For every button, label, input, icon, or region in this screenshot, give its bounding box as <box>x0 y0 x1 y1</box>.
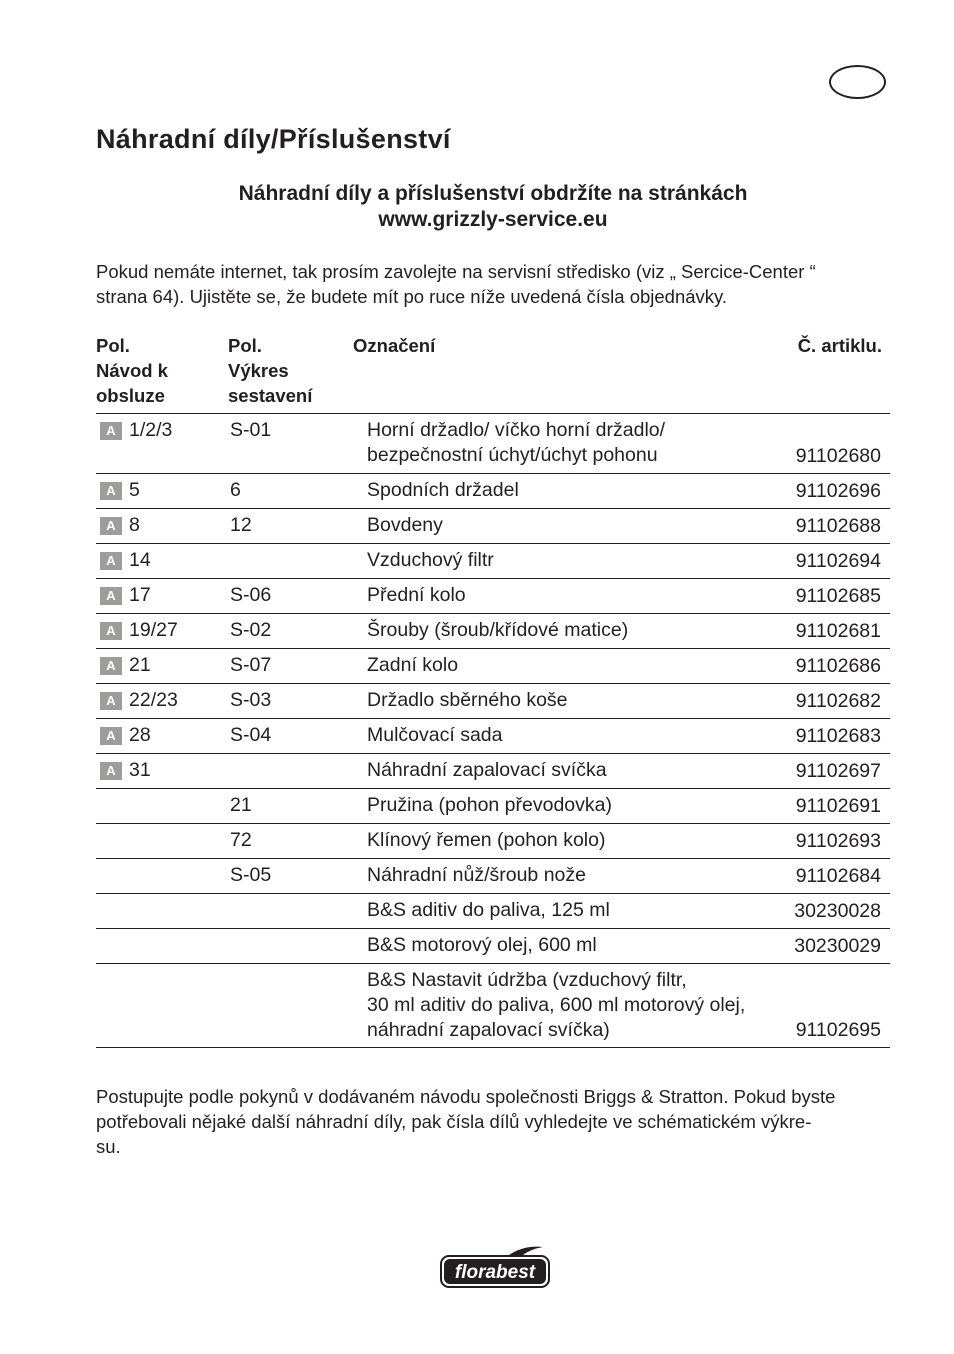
drawing-position-cell: 6 <box>230 479 241 501</box>
article-number-cell: 91102688 <box>795 515 881 537</box>
manual-badge: A <box>100 657 122 675</box>
manual-position-cell <box>100 618 178 643</box>
outro-line: Postupujte podle pokynů v dodávaném návodu společnosti Briggs & Stratton. Pokud byste <box>96 1086 836 1107</box>
table-row <box>96 963 890 1048</box>
table-row <box>96 413 890 473</box>
article-number-cell: 91102683 <box>795 725 881 747</box>
description-line: Pružina (pohon převodovka) <box>367 794 612 816</box>
manual-badge: A <box>100 587 122 605</box>
logo-text: florabest <box>454 1262 536 1283</box>
description-line: Šrouby (šroub/křídové matice) <box>367 619 629 641</box>
description-line: B&S Nastavit údržba (vzduchový filtr, <box>367 969 687 991</box>
drawing-position-cell: S-02 <box>230 619 272 641</box>
table-header <box>96 333 890 413</box>
subtitle <box>96 181 890 233</box>
service-website: www.grizzly-service.eu <box>378 208 608 231</box>
description-line: Držadlo sběrného koše <box>367 689 568 711</box>
manual-position-cell <box>100 418 172 443</box>
description-cell <box>367 758 607 783</box>
header-text: Pol. <box>228 335 262 356</box>
manual-position-value: 31 <box>129 759 151 781</box>
description-cell <box>367 583 466 608</box>
article-number-cell: 91102682 <box>795 690 881 712</box>
manual-position-cell <box>100 548 151 573</box>
florabest-logo <box>439 1245 551 1290</box>
description-cell <box>367 548 494 573</box>
header-description: Označení <box>353 335 436 356</box>
table-row <box>96 823 890 858</box>
article-number-cell: 91102697 <box>795 760 881 782</box>
header-text: Pol. <box>96 335 130 356</box>
description-line: Spodních držadel <box>367 479 519 501</box>
intro-line: strana 64). Ujistěte se, že budete mít po ruce níže uvedená čísla objednávky. <box>96 286 728 307</box>
table-row <box>96 788 890 823</box>
drawing-position-cell: S-01 <box>230 419 272 441</box>
manual-position-cell <box>100 688 178 713</box>
description-cell <box>367 863 586 888</box>
description-line: Přední kolo <box>367 584 466 606</box>
description-cell <box>367 723 502 748</box>
article-number-cell: 91102694 <box>795 550 881 572</box>
manual-position-value: 5 <box>129 479 140 501</box>
description-cell <box>367 793 612 818</box>
table-row <box>96 683 890 718</box>
article-number-cell: 91102691 <box>795 795 881 817</box>
manual-badge: A <box>100 517 122 535</box>
outro-line: su. <box>96 1136 121 1157</box>
manual-badge: A <box>100 622 122 640</box>
description-line: Horní držadlo/ víčko horní držadlo/ <box>367 419 666 441</box>
outro-line: potřebovali nějaké další náhradní díly, pak čísla dílů vyhledejte ve schématickém výkre- <box>96 1111 812 1132</box>
article-number-cell: 30230028 <box>794 900 881 922</box>
description-cell <box>367 968 745 1043</box>
intro-line: Pokud nemáte internet, tak prosím zavolejte na servisní středisko (viz „ Sercice-Center “ <box>96 261 816 282</box>
description-line: Bovdeny <box>367 514 443 536</box>
description-line: Vzduchový filtr <box>367 549 494 571</box>
table-row <box>96 648 890 683</box>
table-body <box>96 413 890 1048</box>
article-number-cell: 30230029 <box>794 935 881 957</box>
manual-badge: A <box>100 422 122 440</box>
manual-position-value: 8 <box>129 514 140 536</box>
description-cell <box>367 618 628 643</box>
header-manual-position <box>96 333 168 408</box>
table-row <box>96 543 890 578</box>
header-text: obsluze <box>96 385 165 406</box>
table-row <box>96 473 890 508</box>
article-number-cell: 91102681 <box>795 620 881 642</box>
table-row <box>96 508 890 543</box>
header-text: sestavení <box>228 385 313 406</box>
description-line: Klínový řemen (pohon kolo) <box>367 829 606 851</box>
manual-position-cell <box>100 478 140 503</box>
description-cell <box>367 513 443 538</box>
manual-position-value: 1/2/3 <box>129 419 173 441</box>
table-row <box>96 928 890 963</box>
article-number-cell: 91102693 <box>795 830 881 852</box>
table-row <box>96 578 890 613</box>
manual-badge: A <box>100 552 122 570</box>
table-row <box>96 893 890 928</box>
header-text: Výkres <box>228 360 289 381</box>
description-cell <box>367 898 610 923</box>
article-number-cell: 91102696 <box>795 480 881 502</box>
table-row <box>96 613 890 648</box>
manual-position-cell <box>100 583 151 608</box>
drawing-position-cell: 21 <box>230 794 252 816</box>
intro-paragraph <box>96 259 896 309</box>
description-line: Zadní kolo <box>367 654 459 676</box>
drawing-position-cell: S-06 <box>230 584 272 606</box>
description-line: Náhradní nůž/šroub nože <box>367 864 586 886</box>
description-cell <box>367 933 597 958</box>
description-line: 30 ml aditiv do paliva, 600 ml motorový olej, <box>367 994 746 1016</box>
article-number-cell: 91102695 <box>795 1019 881 1041</box>
manual-position-value: 19/27 <box>129 619 178 641</box>
drawing-position-cell: S-03 <box>230 689 272 711</box>
drawing-position-cell: 12 <box>230 514 252 536</box>
drawing-position-cell: 72 <box>230 829 252 851</box>
description-line: náhradní zapalovací svíčka) <box>367 1019 610 1041</box>
manual-badge: A <box>100 762 122 780</box>
description-cell <box>367 688 568 713</box>
table-row <box>96 718 890 753</box>
manual-badge: A <box>100 482 122 500</box>
page-title: Náhradní díly/Příslušenství <box>96 124 451 154</box>
table-row <box>96 753 890 788</box>
header-text: Návod k <box>96 360 168 381</box>
drawing-position-cell: S-05 <box>230 864 272 886</box>
article-number-cell: 91102680 <box>795 445 881 467</box>
table-row <box>96 858 890 893</box>
manual-position-value: 14 <box>129 549 151 571</box>
logo-leaf-icon <box>509 1247 543 1255</box>
language-oval-marker <box>829 65 886 99</box>
manual-position-cell <box>100 723 151 748</box>
drawing-position-cell: S-07 <box>230 654 272 676</box>
manual-badge: A <box>100 692 122 710</box>
description-cell <box>367 418 665 468</box>
subtitle-line: Náhradní díly a příslušenství obdržíte na stránkách <box>238 182 748 205</box>
description-cell <box>367 478 519 503</box>
header-drawing-position <box>228 333 312 408</box>
header-article-number: Č. artiklu. <box>797 335 882 356</box>
article-number-cell: 91102686 <box>795 655 881 677</box>
manual-position-value: 22/23 <box>129 689 178 711</box>
description-line: B&S aditiv do paliva, 125 ml <box>367 899 610 921</box>
description-cell <box>367 653 458 678</box>
manual-position-value: 28 <box>129 724 151 746</box>
manual-badge: A <box>100 727 122 745</box>
article-number-cell: 91102685 <box>795 585 881 607</box>
closing-paragraph <box>96 1084 896 1159</box>
description-line: B&S motorový olej, 600 ml <box>367 934 597 956</box>
manual-position-cell <box>100 653 151 678</box>
description-line: bezpečnostní úchyt/úchyt pohonu <box>367 444 658 466</box>
manual-position-cell <box>100 513 140 538</box>
spare-parts-table <box>96 333 890 1048</box>
description-line: Mulčovací sada <box>367 724 503 746</box>
description-cell <box>367 828 605 853</box>
manual-position-value: 21 <box>129 654 151 676</box>
manual-position-cell <box>100 758 151 783</box>
drawing-position-cell: S-04 <box>230 724 272 746</box>
description-line: Náhradní zapalovací svíčka <box>367 759 607 781</box>
article-number-cell: 91102684 <box>795 865 881 887</box>
manual-position-value: 17 <box>129 584 151 606</box>
